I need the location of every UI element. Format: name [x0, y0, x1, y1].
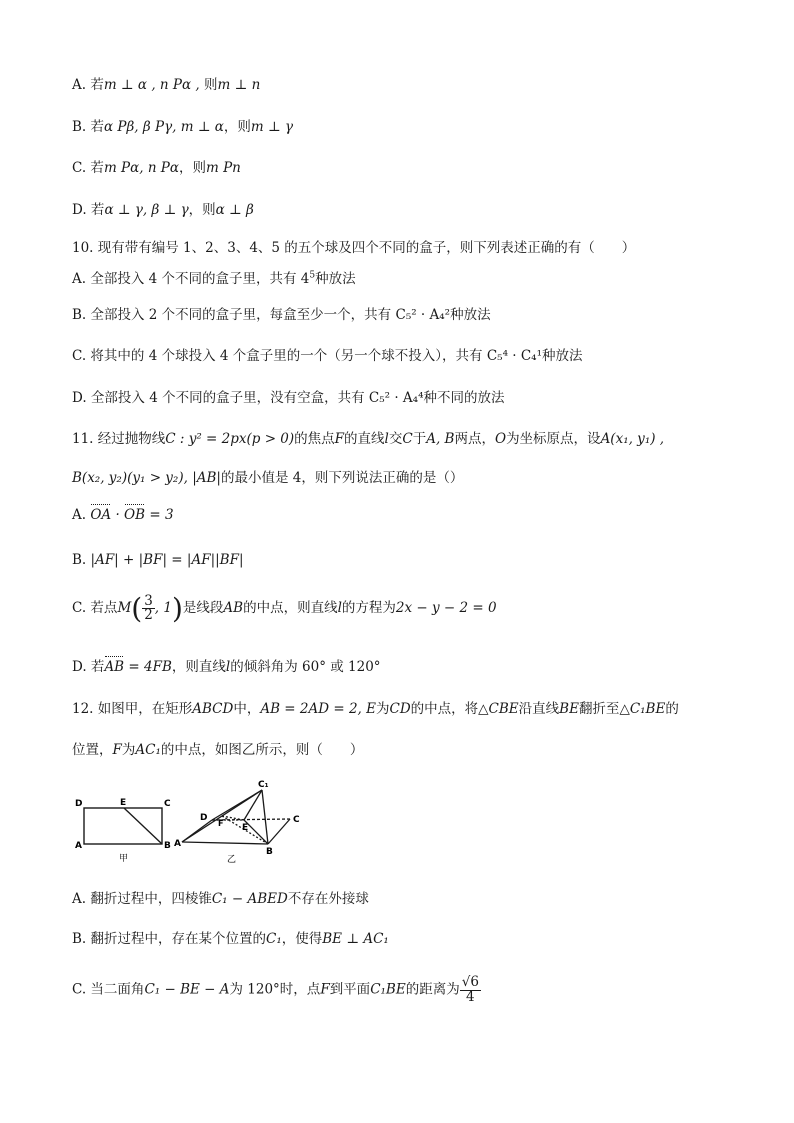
fig1-caption: 甲	[119, 854, 129, 864]
fig1-label-a: A	[75, 841, 82, 851]
q10-option-d: D. 全部投入 4 个不同的盒子里，没有空盒，共有 C₅² · A₄⁴种不同的放法	[72, 390, 505, 406]
q11-option-b: B. |AF| + |BF| = |AF||BF|	[72, 552, 244, 568]
q12-stem-line1: 12. 如图甲，在矩形ABCD中，AB = 2AD = 2, E为CD的中点，将△CBE沿直线BE翻折至△C₁BE的	[72, 701, 679, 717]
fig2-label-a: A	[174, 839, 181, 849]
q12-option-a: A. 翻折过程中，四棱锥C₁ − ABED不存在外接球	[72, 891, 369, 907]
fig2-label-b: B	[266, 847, 273, 857]
figure-yi	[182, 790, 290, 844]
fig2-label-c1: C₁	[258, 780, 269, 790]
q11-stem-line1: 11. 经过抛物线C : y² = 2px(p > 0)的焦点F的直线l交C于A, B两点，O为坐标原点，设A(x₁, y₁) ,	[72, 431, 665, 447]
q12-option-b: B. 翻折过程中，存在某个位置的C₁，使得BE ⊥ AC₁	[72, 931, 389, 947]
q11-stem-line2: B(x₂, y₂)(y₁ > y₂), |AB|的最小值是 4，则下列说法正确的是（）	[72, 470, 464, 486]
q10-option-c: C. 将其中的 4 个球投入 4 个盒子里的一个（另一个球不投入），共有 C₅⁴ · C₄¹种放法	[72, 348, 583, 364]
q9-option-d: D. 若α ⊥ γ, β ⊥ γ，则α ⊥ β	[72, 202, 254, 218]
q12-option-c: C. 当二面角C₁ − BE − A为 120°时，点F到平面C₁BE的距离为 $\frac{√6}{4}$	[72, 974, 479, 1005]
fig2-label-d: D	[200, 813, 208, 823]
q9-option-a: A. 若m ⊥ α , n Ρα , 则m ⊥ n	[72, 77, 261, 93]
q10-option-a: A. 全部投入 4 个不同的盒子里，共有 $4^5$种放法	[72, 270, 356, 287]
fig2-caption: 乙	[227, 855, 237, 865]
fig1-label-d: D	[75, 799, 83, 809]
fig1-label-b: B	[164, 841, 171, 851]
fig2-label-c: C	[293, 815, 300, 825]
fig2-label-e: E	[242, 823, 249, 833]
q12-stem-line2: 位置，F为AC₁的中点，如图乙所示，则（ ）	[72, 742, 364, 758]
q9-option-c: C. 若m Ρα, n Ρα，则m Ρn	[72, 160, 241, 176]
fig1-label-c: C	[164, 799, 171, 809]
q11-option-c: C. 若点M( $\frac{3}{2}$ , 1)是线段AB的中点，则直线l的方程为2x − y − 2 = 0	[72, 592, 497, 625]
fig1-label-e: E	[120, 798, 127, 808]
q11-option-d: D. 若AB = 4FB，则直线l的倾斜角为 60° 或 120°	[72, 659, 381, 675]
fig2-label-f: F	[218, 819, 224, 828]
figure-jia	[84, 808, 162, 844]
q12-figures	[72, 776, 312, 866]
q11-option-a: A. OA · OB = 3	[72, 507, 174, 523]
q10-stem: 10. 现有带有编号 1、2、3、4、5 的五个球及四个不同的盒子，则下列表述正确的有（ ）	[72, 240, 636, 256]
q9-option-b: B. 若α Ρβ, β Ργ, m ⊥ α，则m ⊥ γ	[72, 119, 294, 135]
q10-option-b: B. 全部投入 2 个不同的盒子里，每盒至少一个，共有 C₅² · A₄²种放法	[72, 307, 491, 323]
